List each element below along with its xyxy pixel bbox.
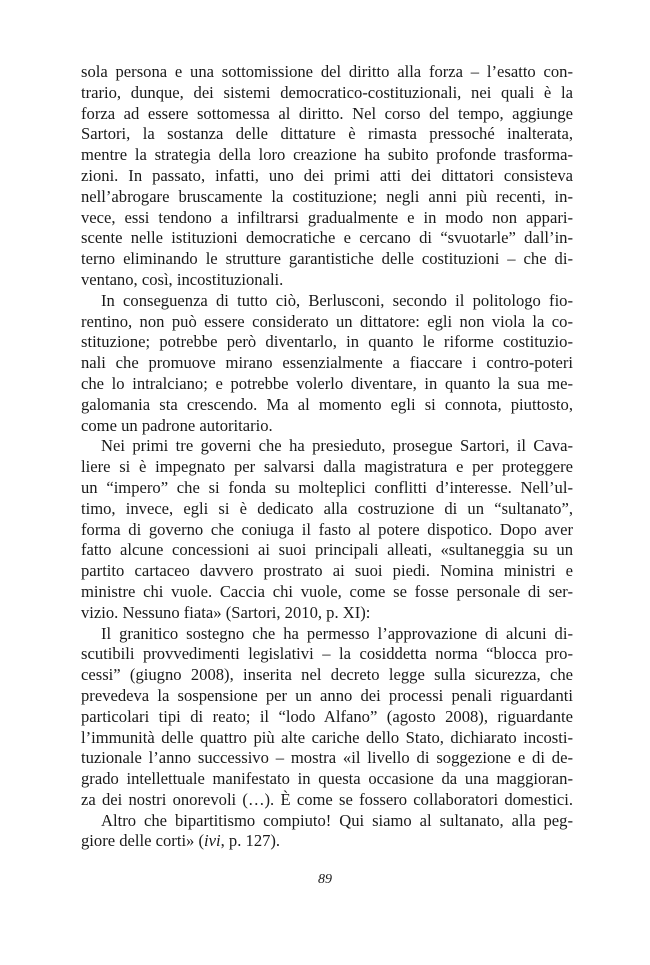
- text-line: [81, 831, 573, 852]
- paragraph: [81, 436, 573, 623]
- text-line: timo, invece, egli si è dedicato alla costruzione di un “sultanato”,: [81, 498, 573, 518]
- quoted-paragraph: [81, 624, 573, 811]
- text-line: In conseguenza di tutto ciò, Berlusconi, secondo il politologo fio-: [101, 290, 573, 310]
- text-line: Sartori, la sostanza delle dittature è rimasta pressoché inalterata,: [81, 124, 573, 144]
- text-line: Nei primi tre governi che ha presieduto, prosegue Sartori, il Cava-: [101, 436, 573, 456]
- text-line: ministre chi vuole. Caccia chi vuole, come se fosse personale di ser-: [81, 581, 573, 601]
- citation-text: giore delle corti» (: [81, 831, 205, 851]
- text-line: galomania sta crescendo. Ma al momento egli si connota, piuttosto,: [81, 394, 573, 414]
- page-number: 89: [318, 872, 332, 887]
- text-line: l’immunità delle quattro più alte cariche dello Stato, dichiarato incosti-: [81, 727, 573, 747]
- text-line: forza ad essere sottomessa al diritto. Nel corso del tempo, aggiunge: [81, 103, 573, 123]
- page-text: [81, 62, 573, 852]
- paragraph: [81, 811, 573, 853]
- text-line: particolari tipi di reato; il “lodo Alfano” (agosto 2008), riguardante: [81, 706, 573, 726]
- text-line: grado intellettuale manifestato in questa occasione da una maggioran-: [81, 769, 573, 789]
- text-line: zioni. In passato, infatti, uno dei primi atti dei dittatori consisteva: [81, 165, 573, 185]
- text-line: scutibili provvedimenti legislativi – la cosiddetta norma “blocca pro-: [81, 644, 573, 664]
- text-line: che lo intralciano; e potrebbe volerlo diventare, in quanto la sua me-: [81, 373, 573, 393]
- text-line: vizio. Nessuno fiata» (Sartori, 2010, p. XI):: [81, 602, 371, 622]
- text-line: nell’abrogare bruscamente la costituzione; negli anni più recenti, in-: [81, 186, 573, 206]
- text-line: cessi” (giugno 2008), inserita nel decreto legge sulla sicurezza, che: [81, 665, 573, 685]
- text-line: prevedeva la sospensione per un anno dei processi penali riguardanti: [81, 685, 573, 705]
- text-line: liere si è impegnato per salvarsi dalla magistratura e per proteggere: [81, 457, 573, 477]
- text-line: Il granitico sostegno che ha permesso l’approvazione di alcuni di-: [101, 623, 573, 643]
- text-line: rentino, non può essere considerato un dittatore: egli non viola la co-: [81, 311, 573, 331]
- text-line: fatto alcune concessioni ai suoi principali alleati, «sultaneggia su un: [81, 540, 573, 560]
- text-line: tuzionale l’anno successivo – mostra «il livello di soggezione e di de-: [81, 748, 573, 768]
- text-line: ventano, così, incostituzionali.: [81, 269, 284, 289]
- text-line: Altro che bipartitismo compiuto! Qui siamo al sultanato, alla peg-: [101, 810, 573, 830]
- text-line: sola persona e una sottomissione del diritto alla forza – l’esatto con-: [81, 62, 573, 81]
- text-line: forma di governo che coniuga il fasto al potere dispotico. Dopo aver: [81, 519, 573, 539]
- text-line: vece, essi tendono a infiltrarsi gradualmente e in modo non appari-: [81, 207, 573, 227]
- text-line: trario, dunque, dei sistemi democratico-costituzionali, nei quali è la: [81, 82, 573, 102]
- text-line: stituzione; potrebbe però diventarlo, in quanto le riforme costituzio-: [81, 332, 573, 352]
- text-line: scente nelle istituzioni democratiche e cercano di “svuotarle” dall’in-: [81, 228, 573, 248]
- text-line: un “impero” che si fonda su molteplici conflitti d’interesse. Nell’ul-: [81, 477, 573, 497]
- text-line: nali che promuove mirano essenzialmente a fiaccare i contro-poteri: [81, 353, 573, 373]
- citation-page: , p. 127).: [220, 831, 281, 851]
- text-line: come un padrone autoritario.: [81, 415, 273, 435]
- text-line: terno eliminando le strutture garantistiche delle costituzioni – che di-: [81, 249, 573, 269]
- citation-ivi: ivi: [204, 831, 221, 851]
- text-line: partito cartaceo davvero prostrato ai suoi piedi. Nomina ministri e: [81, 561, 573, 581]
- text-line: za dei nostri onorevoli (…). È come se fossero collaboratori domestici.: [81, 789, 573, 809]
- text-line: mentre la strategia della loro creazione ha subito profonde trasforma-: [81, 145, 573, 165]
- paragraph: [81, 291, 573, 437]
- paragraph: [81, 62, 573, 291]
